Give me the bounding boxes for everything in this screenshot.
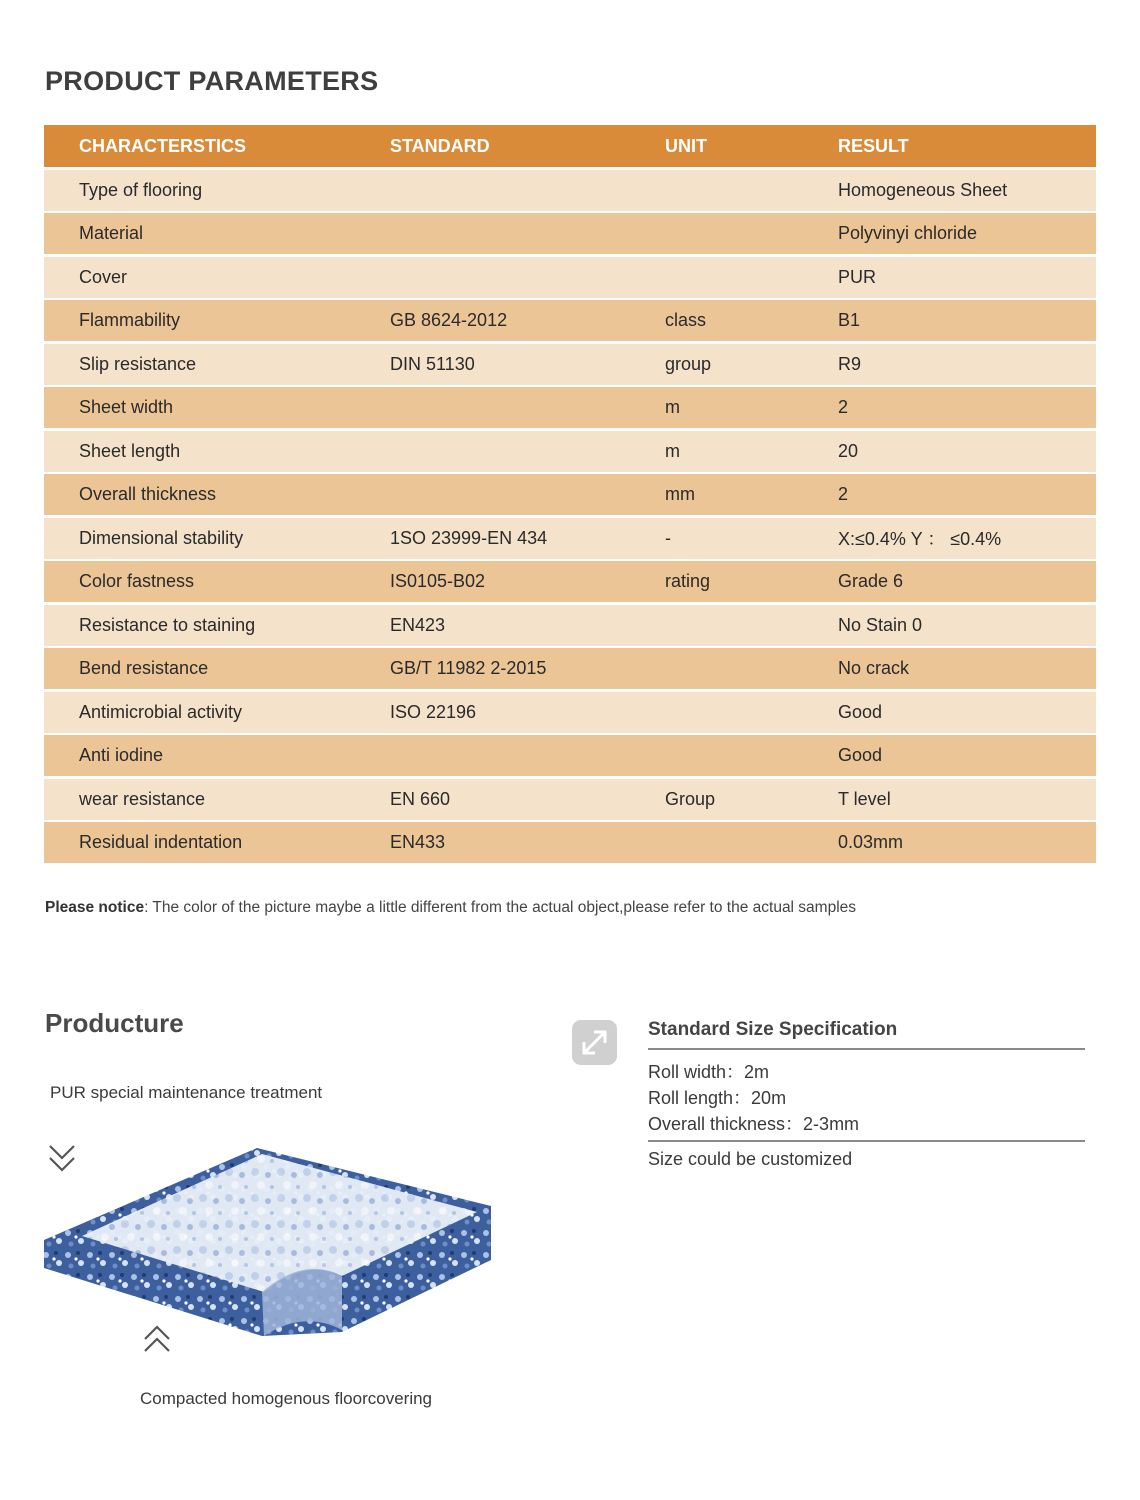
cell-standard: GB 8624-2012 [390, 310, 508, 330]
cell-result: No crack [838, 658, 910, 678]
table-row [44, 605, 1096, 646]
table-row [44, 474, 1096, 515]
resize-icon [572, 1020, 617, 1065]
cell-unit: class [665, 310, 707, 330]
top-layer-caption: PUR special maintenance treatment [50, 1083, 323, 1102]
table-body [44, 170, 1096, 864]
table-row [44, 300, 1096, 341]
spec-roll-width: Roll width：2m [648, 1062, 770, 1082]
cell-unit: mm [665, 484, 695, 504]
cell-characteristic: Sheet width [79, 397, 174, 417]
cell-unit: m [665, 397, 680, 417]
table-row [44, 387, 1096, 428]
page-title: PRODUCT PARAMETERS [45, 66, 379, 96]
cell-result: 0.03mm [838, 832, 904, 852]
spec-roll-length: Roll length：20m [648, 1088, 787, 1108]
cell-unit: rating [665, 571, 711, 591]
floor-layer-illustration [42, 1140, 497, 1340]
cell-result: Good [838, 745, 883, 765]
divider [648, 1048, 1085, 1050]
table-row [44, 170, 1096, 211]
cell-standard: GB/T 11982 2-2015 [390, 658, 547, 678]
cell-result: B1 [838, 310, 861, 330]
notice-text: : The color of the picture maybe a little different from the actual object,please refer to the actual samples [144, 899, 857, 916]
cell-result: 2 [838, 484, 849, 504]
cell-characteristic: Antimicrobial activity [79, 701, 243, 722]
table-row [44, 822, 1096, 863]
spec-overall-thickness: Overall thickness：2-3mm [648, 1114, 860, 1134]
header-standard: STANDARD [390, 135, 490, 156]
cell-unit: m [665, 440, 680, 461]
cell-standard: EN423 [390, 614, 446, 635]
cell-characteristic: Resistance to staining [79, 614, 256, 635]
cell-characteristic: Residual indentation [79, 832, 243, 852]
table-row [44, 648, 1096, 689]
cell-characteristic: Dimensional stability [79, 527, 244, 548]
cell-characteristic: Material [79, 223, 144, 243]
header-unit: UNIT [665, 135, 707, 156]
table-row [44, 561, 1096, 602]
bottom-layer-caption: Compacted homogenous floorcovering [140, 1389, 433, 1408]
table-row [44, 518, 1096, 559]
table-row [44, 431, 1096, 472]
cell-characteristic: Cover [79, 266, 128, 287]
cell-characteristic: Slip resistance [79, 353, 197, 374]
cell-result: 2 [838, 397, 849, 417]
table-row [44, 735, 1096, 776]
cell-characteristic: Anti iodine [79, 745, 164, 765]
cell-standard: EN 660 [390, 788, 451, 809]
cell-result: PUR [838, 266, 877, 287]
cell-unit: - [665, 527, 671, 548]
table-row [44, 344, 1096, 385]
cell-standard: DIN 51130 [390, 353, 475, 374]
cell-result: T level [838, 788, 891, 809]
cell-standard: ISO 22196 [390, 701, 477, 722]
cell-characteristic: Overall thickness [79, 484, 217, 504]
chevron-up-icon [142, 1324, 172, 1356]
notice-label: Please notice [45, 899, 145, 916]
cell-characteristic: Sheet length [79, 440, 181, 461]
header-characteristics: CHARACTERSTICS [79, 135, 247, 156]
table-header-row [44, 125, 1096, 167]
parameters-table [44, 125, 1096, 866]
chevron-down-icon [47, 1143, 77, 1175]
header-result: RESULT [838, 135, 909, 156]
table-row [44, 213, 1096, 254]
cell-result: 20 [838, 440, 859, 461]
cell-result: No Stain 0 [838, 614, 923, 635]
cell-result: Homogeneous Sheet [838, 179, 1008, 200]
spec-note: Size could be customized [648, 1149, 853, 1169]
cell-standard: EN433 [390, 832, 446, 852]
cell-standard: IS0105-B02 [390, 571, 486, 591]
table-row [44, 779, 1096, 820]
cell-result: R9 [838, 353, 862, 374]
cell-result: Polyvinyi chloride [838, 223, 978, 243]
cell-standard: 1SO 23999-EN 434 [390, 527, 548, 548]
cell-result: X:≤0.4% Y ： ≤0.4% [838, 529, 1002, 549]
cell-result: Good [838, 701, 883, 722]
cell-characteristic: Type of flooring [79, 179, 203, 200]
notice [45, 899, 856, 917]
divider [648, 1140, 1085, 1142]
cell-characteristic: Bend resistance [79, 658, 209, 678]
spec-title: Standard Size Specification [648, 1019, 898, 1040]
cell-result: Grade 6 [838, 571, 904, 591]
table-row [44, 257, 1096, 298]
cell-characteristic: Color fastness [79, 571, 195, 591]
producture-title: Producture [45, 1008, 184, 1038]
table-row [44, 692, 1096, 733]
cell-unit: Group [665, 788, 716, 809]
cell-characteristic: Flammability [79, 310, 181, 330]
cell-unit: group [665, 353, 712, 374]
cell-characteristic: wear resistance [79, 788, 206, 809]
